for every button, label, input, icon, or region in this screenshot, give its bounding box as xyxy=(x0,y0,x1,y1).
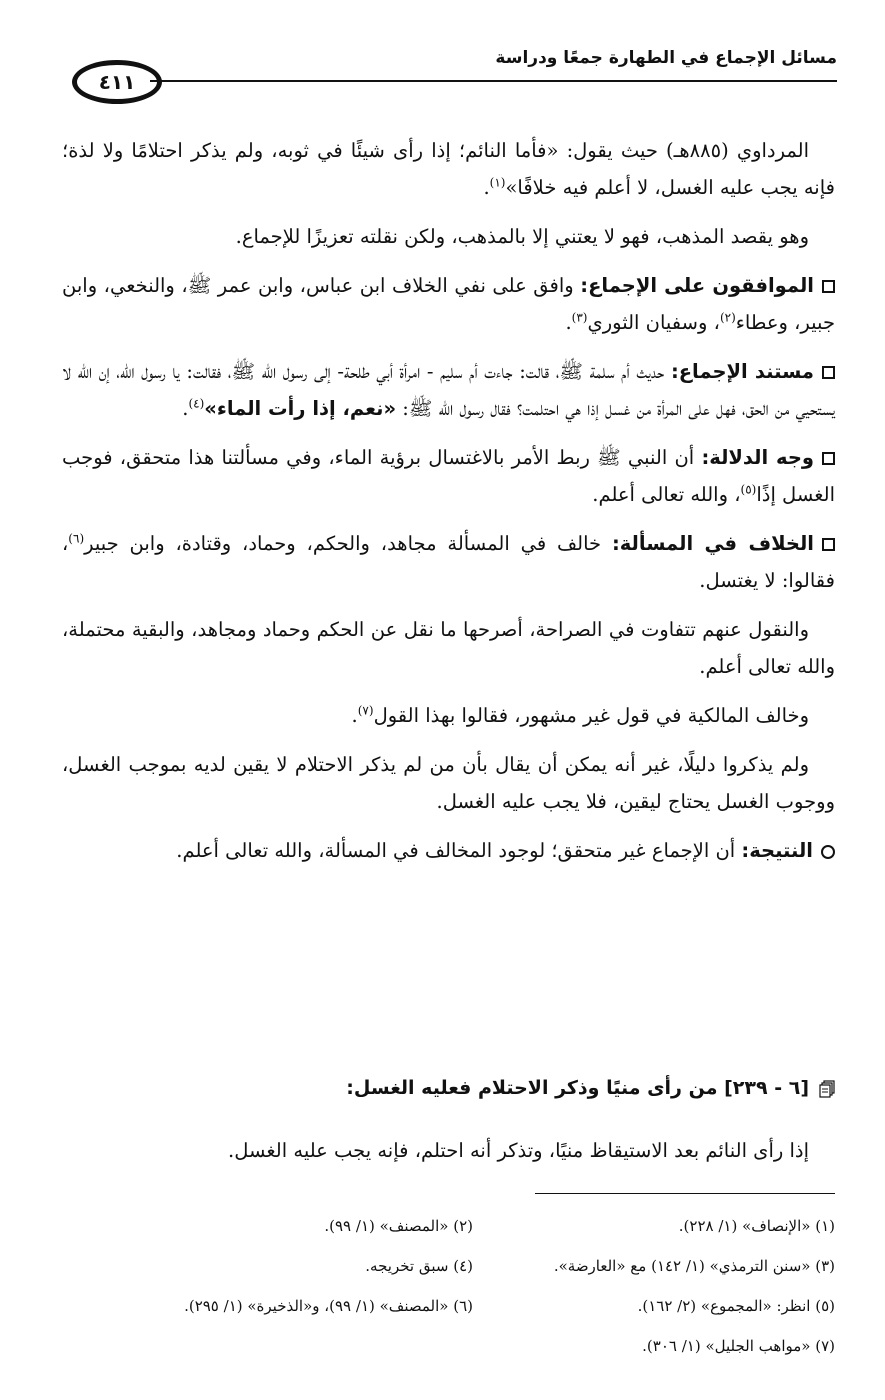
footnote-ref-1: (١) xyxy=(489,175,506,190)
evidence-label: مستند الإجماع: xyxy=(670,360,814,383)
agreeing-label: الموافقون على الإجماع: xyxy=(580,274,814,297)
footnote-ref-5: (٥) xyxy=(740,482,757,497)
page-number-oval xyxy=(72,60,162,104)
disagreement-label: الخلاف في المسألة: xyxy=(611,532,814,555)
footnote-3: (٣) «سنن الترمذي» (١/ ١٤٢) مع «العارضة». xyxy=(553,1257,835,1275)
paragraph-evidence: مستند الإجماع: حديث أم سلمة ﷺ، قالت: جاءت أم سليم - امرأة أبي طلحة- إلى رسول الله ﷺ، فقالت: يا رسول الله، إن الله لا يستحيي من الحق، فهل على المرأة من غسل إذا هي احتلمت؟ فقال رسول الله ﷺ: «نعم، إذا رأت الماء»$^{(٤)}$. xyxy=(62,360,835,420)
inference-label: وجه الدلالة: xyxy=(701,446,814,469)
paragraph-mardawi: المرداوي (٨٨٥هـ) حيث يقول: «فأما النائم؛ إذا رأى شيئًا في ثوبه، ولم يذكر احتلامًا ولا لذة؛ فإنه يجب عليه الغسل، لا أعلم فيه خلافًا»$^{(١)}$. xyxy=(62,139,835,199)
footnote-ref-7: (٧) xyxy=(357,703,374,718)
footnote-6: (٦) «المصنف» (١/ ٩٩)، و«الذخيرة» (١/ ٢٩٥). xyxy=(184,1297,473,1315)
paragraph-disagreement: الخلاف في المسألة: خالف في المسألة مجاهد، والحكم، وحماد، وقتادة، وابن جبير$^{(٦)}$، فقالوا: لا يغتسل. xyxy=(62,531,835,592)
running-title: مسائل الإجماع في الطهارة جمعًا ودراسة xyxy=(495,48,837,68)
paragraph-no-evidence: ولم يذكروا دليلًا، غير أنه يمكن أن يقال بأن من لم يذكر الاحتلام لا يقين لديه بموجب الغسل، ووجوب الغسل يحتاج ليقين، فلا يجب عليه الغسل. xyxy=(62,753,835,813)
header-rule xyxy=(150,80,837,82)
footnote-2: (٢) «المصنف» (١/ ٩٩). xyxy=(324,1217,473,1235)
footnote-ref-2: (٢) xyxy=(719,310,736,325)
square-bullet-icon xyxy=(822,452,835,465)
paragraph-agreeing: الموافقون على الإجماع: وافق على نفي الخلاف ابن عباس، وابن عمر ﷺ، والنخعي، وابن جبير، وعطاء$^{(٢)}$، وسفيان الثوري$^{(٣)}$. xyxy=(62,274,835,334)
section-heading xyxy=(62,1070,835,1107)
square-bullet-icon xyxy=(822,538,835,551)
main-text xyxy=(62,132,835,881)
hadith-quote: «نعم، إذا رأت الماء» xyxy=(204,397,397,420)
footnote-ref-4: (٤) xyxy=(188,396,205,411)
footnote-rule xyxy=(535,1193,835,1194)
footnote-4: (٤) سبق تخريجه. xyxy=(365,1257,473,1275)
result-label: النتيجة: xyxy=(741,839,813,862)
footnote-7: (٧) «مواهب الجليل» (١/ ٣٠٦). xyxy=(642,1337,835,1355)
paragraph-malikis: وخالف المالكية في قول غير مشهور، فقالوا بهذا القول$^{(٧)}$. xyxy=(351,703,809,727)
square-bullet-icon xyxy=(822,366,835,379)
footnote-5: (٥) انظر: «المجموع» (٢/ ١٦٢). xyxy=(637,1297,835,1315)
paragraph-inference: وجه الدلالة: أن النبي ﷺ ربط الأمر بالاغتسال برؤية الماء، وفي مسألتنا هذا متحقق، فوجب الغسل إذًا$^{(٥)}$، والله تعالى أعلم. xyxy=(62,446,835,506)
paragraph-reports: والنقول عنهم تتفاوت في الصراحة، أصرحها ما نقل عن الحكم وحماد ومجاهد، والبقية محتملة، والله تعالى أعلم. xyxy=(62,618,835,678)
paragraph-madhhab: وهو يقصد المذهب، فهو لا يعتني إلا بالمذهب، ولكن نقلته تعزيزًا للإجماع. xyxy=(235,225,809,248)
footnote-ref-3: (٣) xyxy=(571,310,588,325)
footnote-1: (١) «الإنصاف» (١/ ٢٢٨). xyxy=(678,1217,835,1235)
documents-icon xyxy=(819,1080,835,1098)
section-title: [٦ - ٢٣٩] من رأى منيًا وذكر الاحتلام فعليه الغسل: xyxy=(346,1077,809,1099)
section-text: إذا رأى النائم بعد الاستيقاظ منيًا، وتذكر أنه احتلم، فإنه يجب عليه الغسل. xyxy=(228,1139,809,1162)
footnote-ref-6: (٦) xyxy=(68,531,85,546)
page-number: ٤١١ xyxy=(98,70,136,94)
circle-bullet-icon xyxy=(821,845,835,859)
paragraph-result: النتيجة: أن الإجماع غير متحقق؛ لوجود المخالف في المسألة، والله تعالى أعلم. xyxy=(62,832,835,869)
square-bullet-icon xyxy=(822,280,835,293)
